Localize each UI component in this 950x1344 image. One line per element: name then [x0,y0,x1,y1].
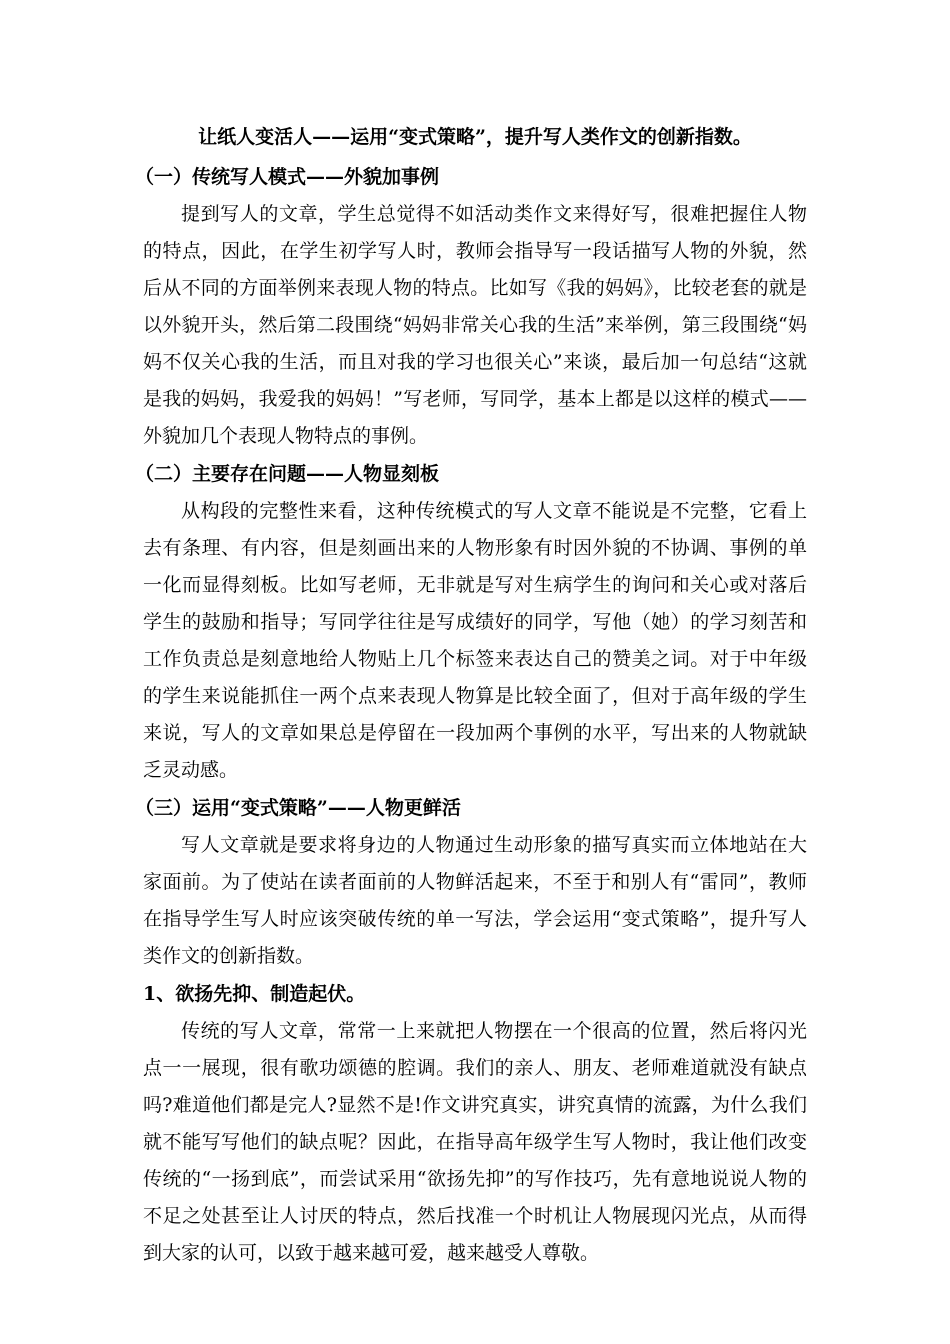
document-page [135,118,807,1274]
section-heading-1: （一）传统写人模式——外貌加事例 [135,166,440,188]
document-title: 让纸人变活人——运用“变式策略”，提升写人类作文的创新指数。 [198,126,752,148]
section-paragraph-3: 写人文章就是要求将身边的人物通过生动形象的描写真实而立体地站在大家面前。为了使站在读者面前的人物鲜活起来，不至于和别人有“雷同”，教师在指导学生写人时应该突破传统的单一写法，学会运用“变式策略”，提升写人类作文的创新指数。 [143,834,807,967]
section-paragraph-2: 从构段的完整性来看，这种传统模式的写人文章不能说是不完整，它看上去有条理、有内容，但是刻画出来的人物形象有时因外貌的不协调、事例的单一化而显得刻板。比如写老师，无非就是写对生病学生的询问和关心或对落后学生的鼓励和指导；写同学往往是写成绩好的同学，写他（她）的学习刻苦和工作负责总是刻意地给人物贴上几个标签来表达自己的赞美之词。对于中年级的学生来说能抓住一两个点来表现人物算是比较全面了，但对于高年级的学生来说，写人的文章如果总是停留在一段加两个事例的水平，写出来的人物就缺乏灵动感。 [143,500,807,781]
section-heading-3: （三）运用“变式策略”——人物更鲜活 [135,797,461,819]
section-paragraph-4: 传统的写人文章，常常一上来就把人物摆在一个很高的位置，然后将闪光点一一展现，很有歌功颂德的腔调。我们的亲人、朋友、老师难道就没有缺点吗?难道他们都是完人?显然不是!作文讲究真实，讲究真情的流露，为什么我们就不能写写他们的缺点呢？因此，在指导高年级学生写人物时，我让他们改变传统的“一扬到底”，而尝试采用“欲扬先抑”的写作技巧，先有意地说说人物的不足之处甚至让人讨厌的特点，然后找准一个时机让人物展现闪光点，从而得到大家的认可，以致于越来越可爱，越来越受人尊敬。 [143,1020,807,1264]
section-heading-2: （二）主要存在问题——人物显刻板 [135,463,440,485]
section-paragraph-1: 提到写人的文章，学生总觉得不如活动类作文来得好写，很难把握住人物的特点，因此，在学生初学写人时，教师会指导写一段话描写人物的外貌，然后从不同的方面举例来表现人物的特点。比如写《我的妈妈》，比较老套的就是以外貌开头，然后第二段围绕“妈妈非常关心我的生活”来举例，第三段围绕“妈妈不仅关心我的生活，而且对我的学习也很关心”来谈，最后加一句总结“这就是我的妈妈，我爱我的妈妈！”写老师，写同学，基本上都是以这样的模式——外貌加几个表现人物特点的事例。 [143,203,807,447]
section-heading-4: 1、欲扬先抑、制造起伏。 [143,983,366,1005]
